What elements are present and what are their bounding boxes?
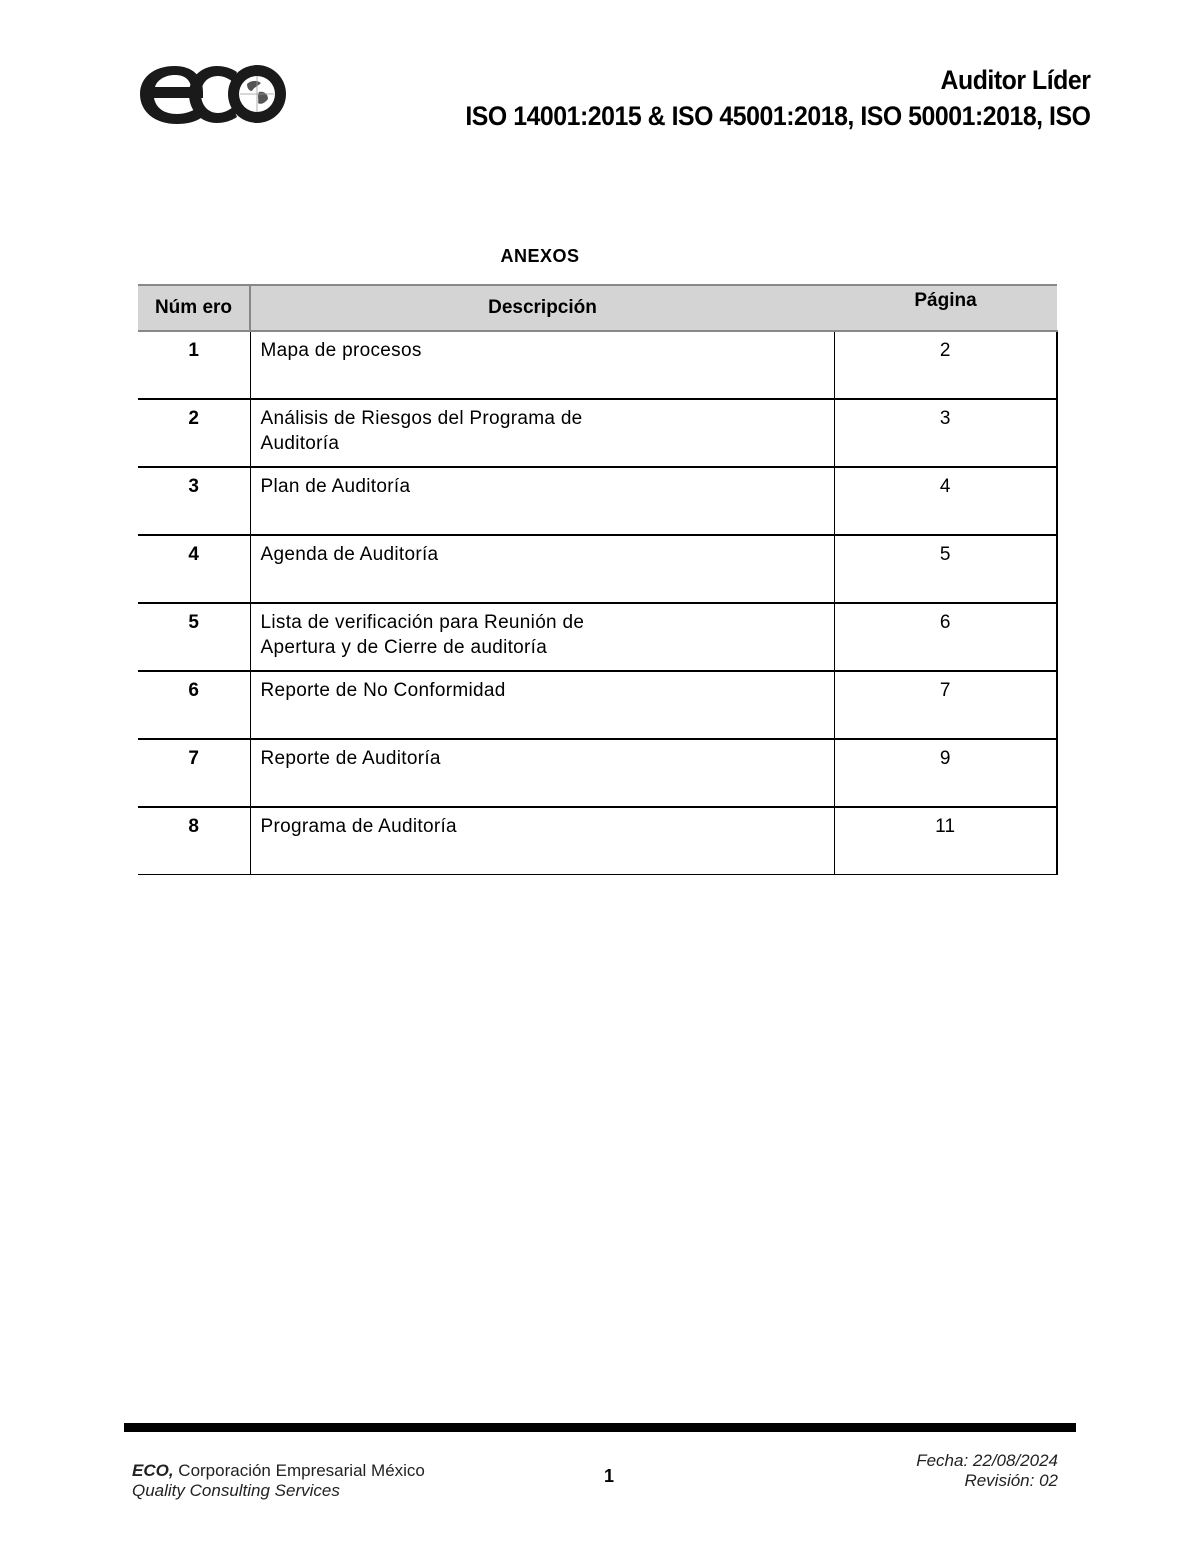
row-number: 3 [138,467,250,535]
header-description: Descripción [250,285,834,331]
annex-table [138,284,1058,875]
document-revision: Revisión: 02 [964,1471,1058,1490]
table-row [138,535,1057,603]
footer-company [132,1461,425,1501]
row-description: Reporte de Auditoría [250,739,834,807]
course-standards: ISO 14001:2015 & ISO 45001:2018, ISO 50001:2018, ISO [464,101,1090,131]
header-number: Núm ero [138,285,250,331]
row-page: 11 [834,807,1057,875]
document-header [465,62,1090,134]
row-description: Plan de Auditoría [250,467,834,535]
footer-revision-info [916,1451,1058,1491]
table-row [138,671,1057,739]
table-row [138,331,1057,399]
row-page: 4 [834,467,1057,535]
header-page: Página [834,285,1057,331]
row-description: Programa de Auditoría [250,807,834,875]
row-description: Mapa de procesos [250,331,834,399]
company-short-name: ECO, [132,1461,174,1480]
eco-logo [137,56,289,132]
globe-icon [228,65,286,123]
row-page: 7 [834,671,1057,739]
page-number: 1 [604,1466,615,1486]
row-number: 1 [138,331,250,399]
row-number: 5 [138,603,250,671]
row-page: 2 [834,331,1057,399]
row-description: Reporte de No Conformidad [250,671,834,739]
row-number: 4 [138,535,250,603]
annex-title: ANEXOS [500,246,580,266]
table-header-row [138,285,1057,331]
row-description: Lista de verificación para Reunión de Apertura y de Cierre de auditoría [250,603,834,671]
course-title: Auditor Líder [940,65,1090,95]
footer-divider [124,1423,1076,1432]
row-page: 9 [834,739,1057,807]
row-description: Análisis de Riesgos del Programa de Auditoría [250,399,834,467]
table-row [138,603,1057,671]
company-full-name: Corporación Empresarial México [173,1461,425,1480]
row-page: 3 [834,399,1057,467]
row-description: Agenda de Auditoría [250,535,834,603]
table-row [138,399,1057,467]
row-number: 7 [138,739,250,807]
row-number: 2 [138,399,250,467]
row-page: 6 [834,603,1057,671]
table-row [138,467,1057,535]
table-row [138,807,1057,875]
table-row [138,739,1057,807]
row-number: 6 [138,671,250,739]
row-page: 5 [834,535,1057,603]
row-number: 8 [138,807,250,875]
document-date: Fecha: 22/08/2024 [916,1451,1058,1470]
company-tagline: Quality Consulting Services [132,1481,340,1500]
